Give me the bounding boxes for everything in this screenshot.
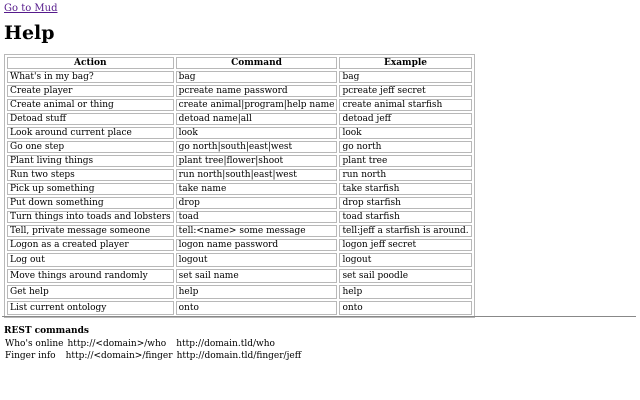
table-row bbox=[7, 155, 472, 167]
cell-command: look bbox=[176, 127, 338, 139]
cell-action: Plant living things bbox=[7, 155, 174, 167]
cell-example: take starfish bbox=[339, 183, 471, 195]
cell-command: tell:<name> some message bbox=[176, 225, 338, 237]
table-row bbox=[7, 183, 472, 195]
rest-line-finger bbox=[5, 351, 301, 361]
cell-command: set sail name bbox=[176, 269, 338, 283]
cell-example: logout bbox=[339, 253, 471, 267]
rest-label: Who's online bbox=[5, 339, 64, 349]
cell-command: detoad name|all bbox=[176, 113, 338, 125]
cell-action: Go one step bbox=[7, 141, 174, 153]
cell-action: Get help bbox=[7, 285, 174, 299]
table-row bbox=[7, 99, 472, 111]
table-row bbox=[7, 113, 472, 125]
table-row bbox=[7, 169, 472, 181]
page-title: Help bbox=[4, 22, 55, 44]
cell-command: create animal|program|help name bbox=[176, 99, 338, 111]
cell-action: What's in my bag? bbox=[7, 71, 174, 83]
table-header-row bbox=[7, 57, 472, 69]
cell-command: go north|south|east|west bbox=[176, 141, 338, 153]
table-row bbox=[7, 285, 472, 299]
cell-action: Create player bbox=[7, 85, 174, 97]
cell-action: Pick up something bbox=[7, 183, 174, 195]
cell-command: toad bbox=[176, 211, 338, 223]
cell-example: create animal starfish bbox=[339, 99, 471, 111]
cell-example: plant tree bbox=[339, 155, 471, 167]
cell-example: set sail poodle bbox=[339, 269, 471, 283]
cell-command: help bbox=[176, 285, 338, 299]
cell-command: bag bbox=[176, 71, 338, 83]
table-row bbox=[7, 301, 472, 315]
cell-command: take name bbox=[176, 183, 338, 195]
rest-example: http://domain.tld/finger/jeff bbox=[176, 351, 302, 361]
cell-example: drop starfish bbox=[339, 197, 471, 209]
cell-example: look bbox=[339, 127, 471, 139]
rest-pattern: http://<domain>/finger bbox=[65, 351, 173, 361]
cell-example: bag bbox=[339, 71, 471, 83]
cell-action: Move things around randomly bbox=[7, 269, 174, 283]
table-row bbox=[7, 141, 472, 153]
table-row bbox=[7, 71, 472, 83]
header-action: Action bbox=[7, 57, 174, 69]
table-row bbox=[7, 269, 472, 283]
cell-action: Logon as a created player bbox=[7, 239, 174, 251]
rest-example: http://domain.tld/who bbox=[176, 339, 275, 349]
cell-example: help bbox=[339, 285, 471, 299]
rest-label: Finger info bbox=[5, 351, 56, 361]
help-table bbox=[4, 54, 475, 318]
cell-action: Detoad stuff bbox=[7, 113, 174, 125]
table-row bbox=[7, 127, 472, 139]
table-row bbox=[7, 85, 472, 97]
go-to-mud-link[interactable]: Go to Mud bbox=[4, 3, 58, 14]
table-row bbox=[7, 225, 472, 237]
cell-action: Log out bbox=[7, 253, 174, 267]
cell-command: drop bbox=[176, 197, 338, 209]
cell-example: onto bbox=[339, 301, 471, 315]
cell-example: detoad jeff bbox=[339, 113, 471, 125]
cell-example: toad starfish bbox=[339, 211, 471, 223]
cell-action: Put down something bbox=[7, 197, 174, 209]
cell-action: Run two steps bbox=[7, 169, 174, 181]
cell-action: Turn things into toads and lobsters bbox=[7, 211, 174, 223]
cell-command: onto bbox=[176, 301, 338, 315]
cell-command: logout bbox=[176, 253, 338, 267]
cell-example: pcreate jeff secret bbox=[339, 85, 471, 97]
cell-command: plant tree|flower|shoot bbox=[176, 155, 338, 167]
cell-example: run north bbox=[339, 169, 471, 181]
cell-example: logon jeff secret bbox=[339, 239, 471, 251]
rest-line-who bbox=[5, 339, 275, 349]
cell-command: run north|south|east|west bbox=[176, 169, 338, 181]
rest-pattern: http://<domain>/who bbox=[67, 339, 167, 349]
cell-action: List current ontology bbox=[7, 301, 174, 315]
cell-example: tell:jeff a starfish is around. bbox=[339, 225, 471, 237]
rest-commands-heading: REST commands bbox=[4, 326, 89, 336]
cell-action: Tell, private message someone bbox=[7, 225, 174, 237]
cell-example: go north bbox=[339, 141, 471, 153]
cell-command: pcreate name password bbox=[176, 85, 338, 97]
header-example: Example bbox=[339, 57, 471, 69]
cell-action: Look around current place bbox=[7, 127, 174, 139]
header-command: Command bbox=[176, 57, 338, 69]
cell-action: Create animal or thing bbox=[7, 99, 174, 111]
table-row bbox=[7, 197, 472, 209]
table-row bbox=[7, 211, 472, 223]
table-row bbox=[7, 253, 472, 267]
table-row bbox=[7, 239, 472, 251]
section-divider bbox=[2, 316, 636, 317]
cell-command: logon name password bbox=[176, 239, 338, 251]
